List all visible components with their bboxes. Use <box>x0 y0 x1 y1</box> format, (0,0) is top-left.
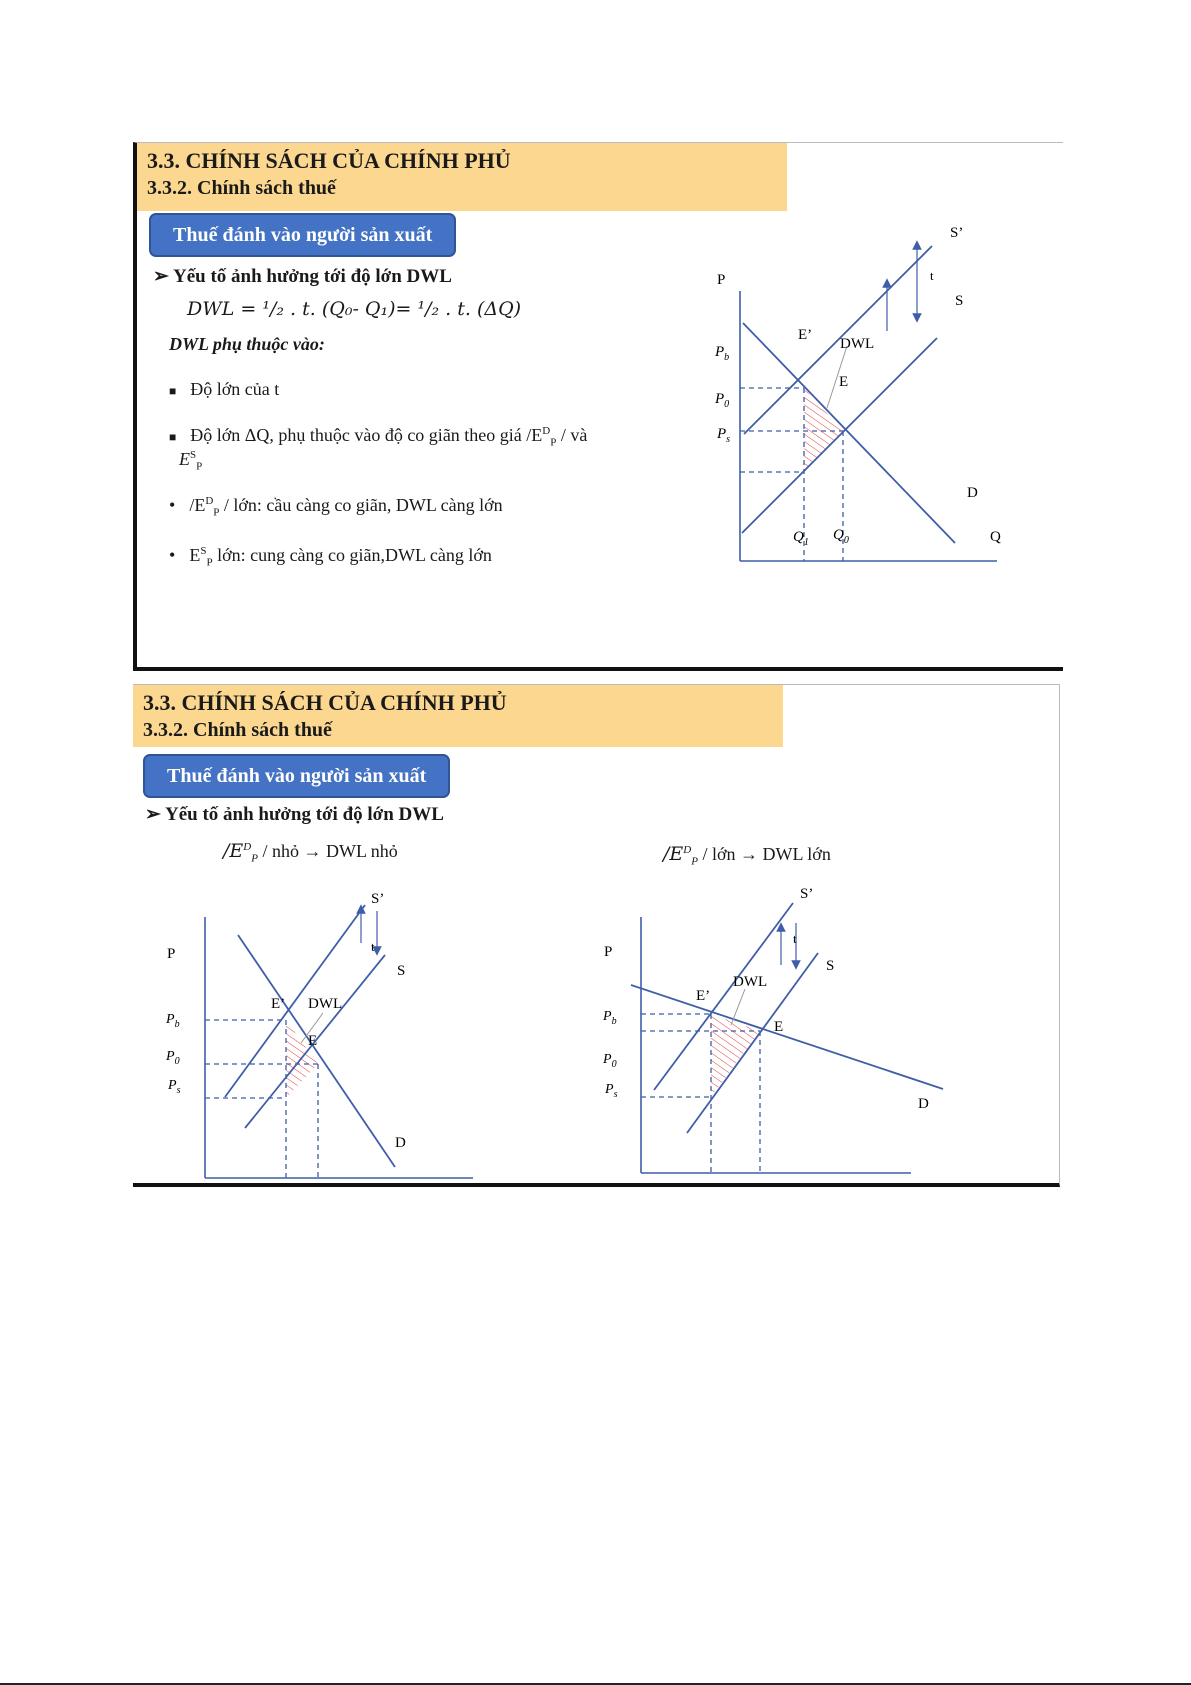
e-prime-label: E’ <box>798 327 813 343</box>
inelastic-demand-graph <box>165 891 473 1178</box>
tax-dwl-graph <box>137 143 1063 667</box>
e-prime-label: E’ <box>271 996 286 1012</box>
square-bullet-icon: ■ <box>169 384 177 398</box>
dot-bullet-icon: • <box>169 495 176 515</box>
bullet-item: ■ Độ lớn ΔQ, phụ thuộc vào độ co giãn theo giá $/E^D_P$ / và <box>169 425 588 449</box>
s-prime-label: S’ <box>950 225 964 241</box>
t-label: t <box>371 939 375 954</box>
q1-label: $Q_1$ <box>793 529 809 548</box>
demand-curve <box>631 985 943 1089</box>
slide-subtitle: 3.3.2. Chính sách thuế <box>147 177 336 199</box>
dot-bullet-icon: • <box>169 545 176 565</box>
x-axis-label: Q <box>990 529 1001 545</box>
d-label: D <box>967 485 978 501</box>
topic-badge: Thuế đánh vào người sản xuất <box>149 213 456 257</box>
slide-title: 3.3. CHÍNH SÁCH CỦA CHÍNH PHỦ <box>147 148 511 173</box>
dwl-label: DWL <box>733 974 768 990</box>
s-label: S <box>826 958 835 974</box>
bullet-item: ■ Độ lớn của t <box>169 379 280 399</box>
arrow-bullet-icon: ➢ <box>145 804 161 825</box>
bullet-item: • $E^S_P$ lớn: cung càng co giãn,DWL càng lớn <box>169 545 492 569</box>
s-prime-label: S’ <box>800 886 814 902</box>
slide-title: 3.3. CHÍNH SÁCH CỦA CHÍNH PHỦ <box>143 690 507 715</box>
d-label: D <box>395 1135 406 1151</box>
supply-curve-after-tax <box>744 246 932 434</box>
d-label: D <box>918 1096 929 1112</box>
arrow-bullet-icon: ➢ <box>153 266 169 287</box>
p0-label: $P_0$ <box>166 1049 180 1067</box>
dwl-label: DWL <box>308 996 343 1012</box>
section-heading: ➢ Yếu tố ảnh hưởng tới độ lớn DWL <box>145 804 444 825</box>
e-prime-label: E’ <box>696 988 711 1004</box>
dwl-area <box>804 388 843 472</box>
s-label: S <box>397 963 406 979</box>
t-label: t <box>793 931 797 946</box>
right-caption: $/E^D_P$ / lớn → DWL lớn <box>663 843 831 868</box>
ps-label: $P_s$ <box>605 1082 618 1100</box>
topic-badge: Thuế đánh vào người sản xuất <box>143 754 450 798</box>
p0-label: $P_0$ <box>715 391 730 410</box>
elastic-demand-graph <box>602 886 943 1173</box>
dwl-leader <box>731 989 745 1025</box>
slide-1 <box>133 142 1063 671</box>
pb-label: $P_b$ <box>715 344 730 363</box>
demand-curve <box>238 935 395 1167</box>
bullet-item: • $/E^D_P$ / lớn: cầu càng co giãn, DWL càng lớn <box>169 495 503 519</box>
square-bullet-icon: ■ <box>169 430 177 444</box>
y-axis-label: P <box>717 272 726 288</box>
pb-label: $P_b$ <box>166 1012 180 1030</box>
e-label: E <box>839 374 849 390</box>
ps-label: $P_s$ <box>717 426 731 445</box>
demand-curve <box>743 323 955 543</box>
section-heading: ➢ Yếu tố ảnh hưởng tới độ lớn DWL <box>153 266 452 287</box>
depends-heading: DWL phụ thuộc vào: <box>169 334 325 354</box>
t-label: t <box>930 268 934 283</box>
left-caption: $/E^D_P$ / nhỏ → DWL nhỏ <box>223 840 398 865</box>
s-prime-label: S’ <box>371 891 385 907</box>
e-label: E <box>774 1019 784 1035</box>
supply-curve <box>742 338 937 533</box>
y-axis-label: P <box>604 944 613 960</box>
dwl-formula: DWL = ¹/₂ . t. (Q₀- Q₁)= ¹/₂ . t. (ΔQ) <box>187 298 522 320</box>
pb-label: $P_b$ <box>603 1009 617 1027</box>
bullet-item-continuation: $E^S_P$ <box>179 449 203 473</box>
graphs-container <box>133 685 1059 1183</box>
p0-label: $P_0$ <box>603 1052 617 1070</box>
e-label: E <box>308 1033 318 1049</box>
slide-2 <box>133 684 1060 1187</box>
q0-label: $Q_0$ <box>833 527 849 546</box>
dwl-area <box>286 1020 318 1098</box>
dwl-label: DWL <box>840 336 875 352</box>
slide-subtitle: 3.3.2. Chính sách thuế <box>143 719 332 741</box>
y-axis-label: P <box>167 946 176 962</box>
ps-label: $P_s$ <box>168 1078 181 1096</box>
s-label: S <box>955 293 964 309</box>
